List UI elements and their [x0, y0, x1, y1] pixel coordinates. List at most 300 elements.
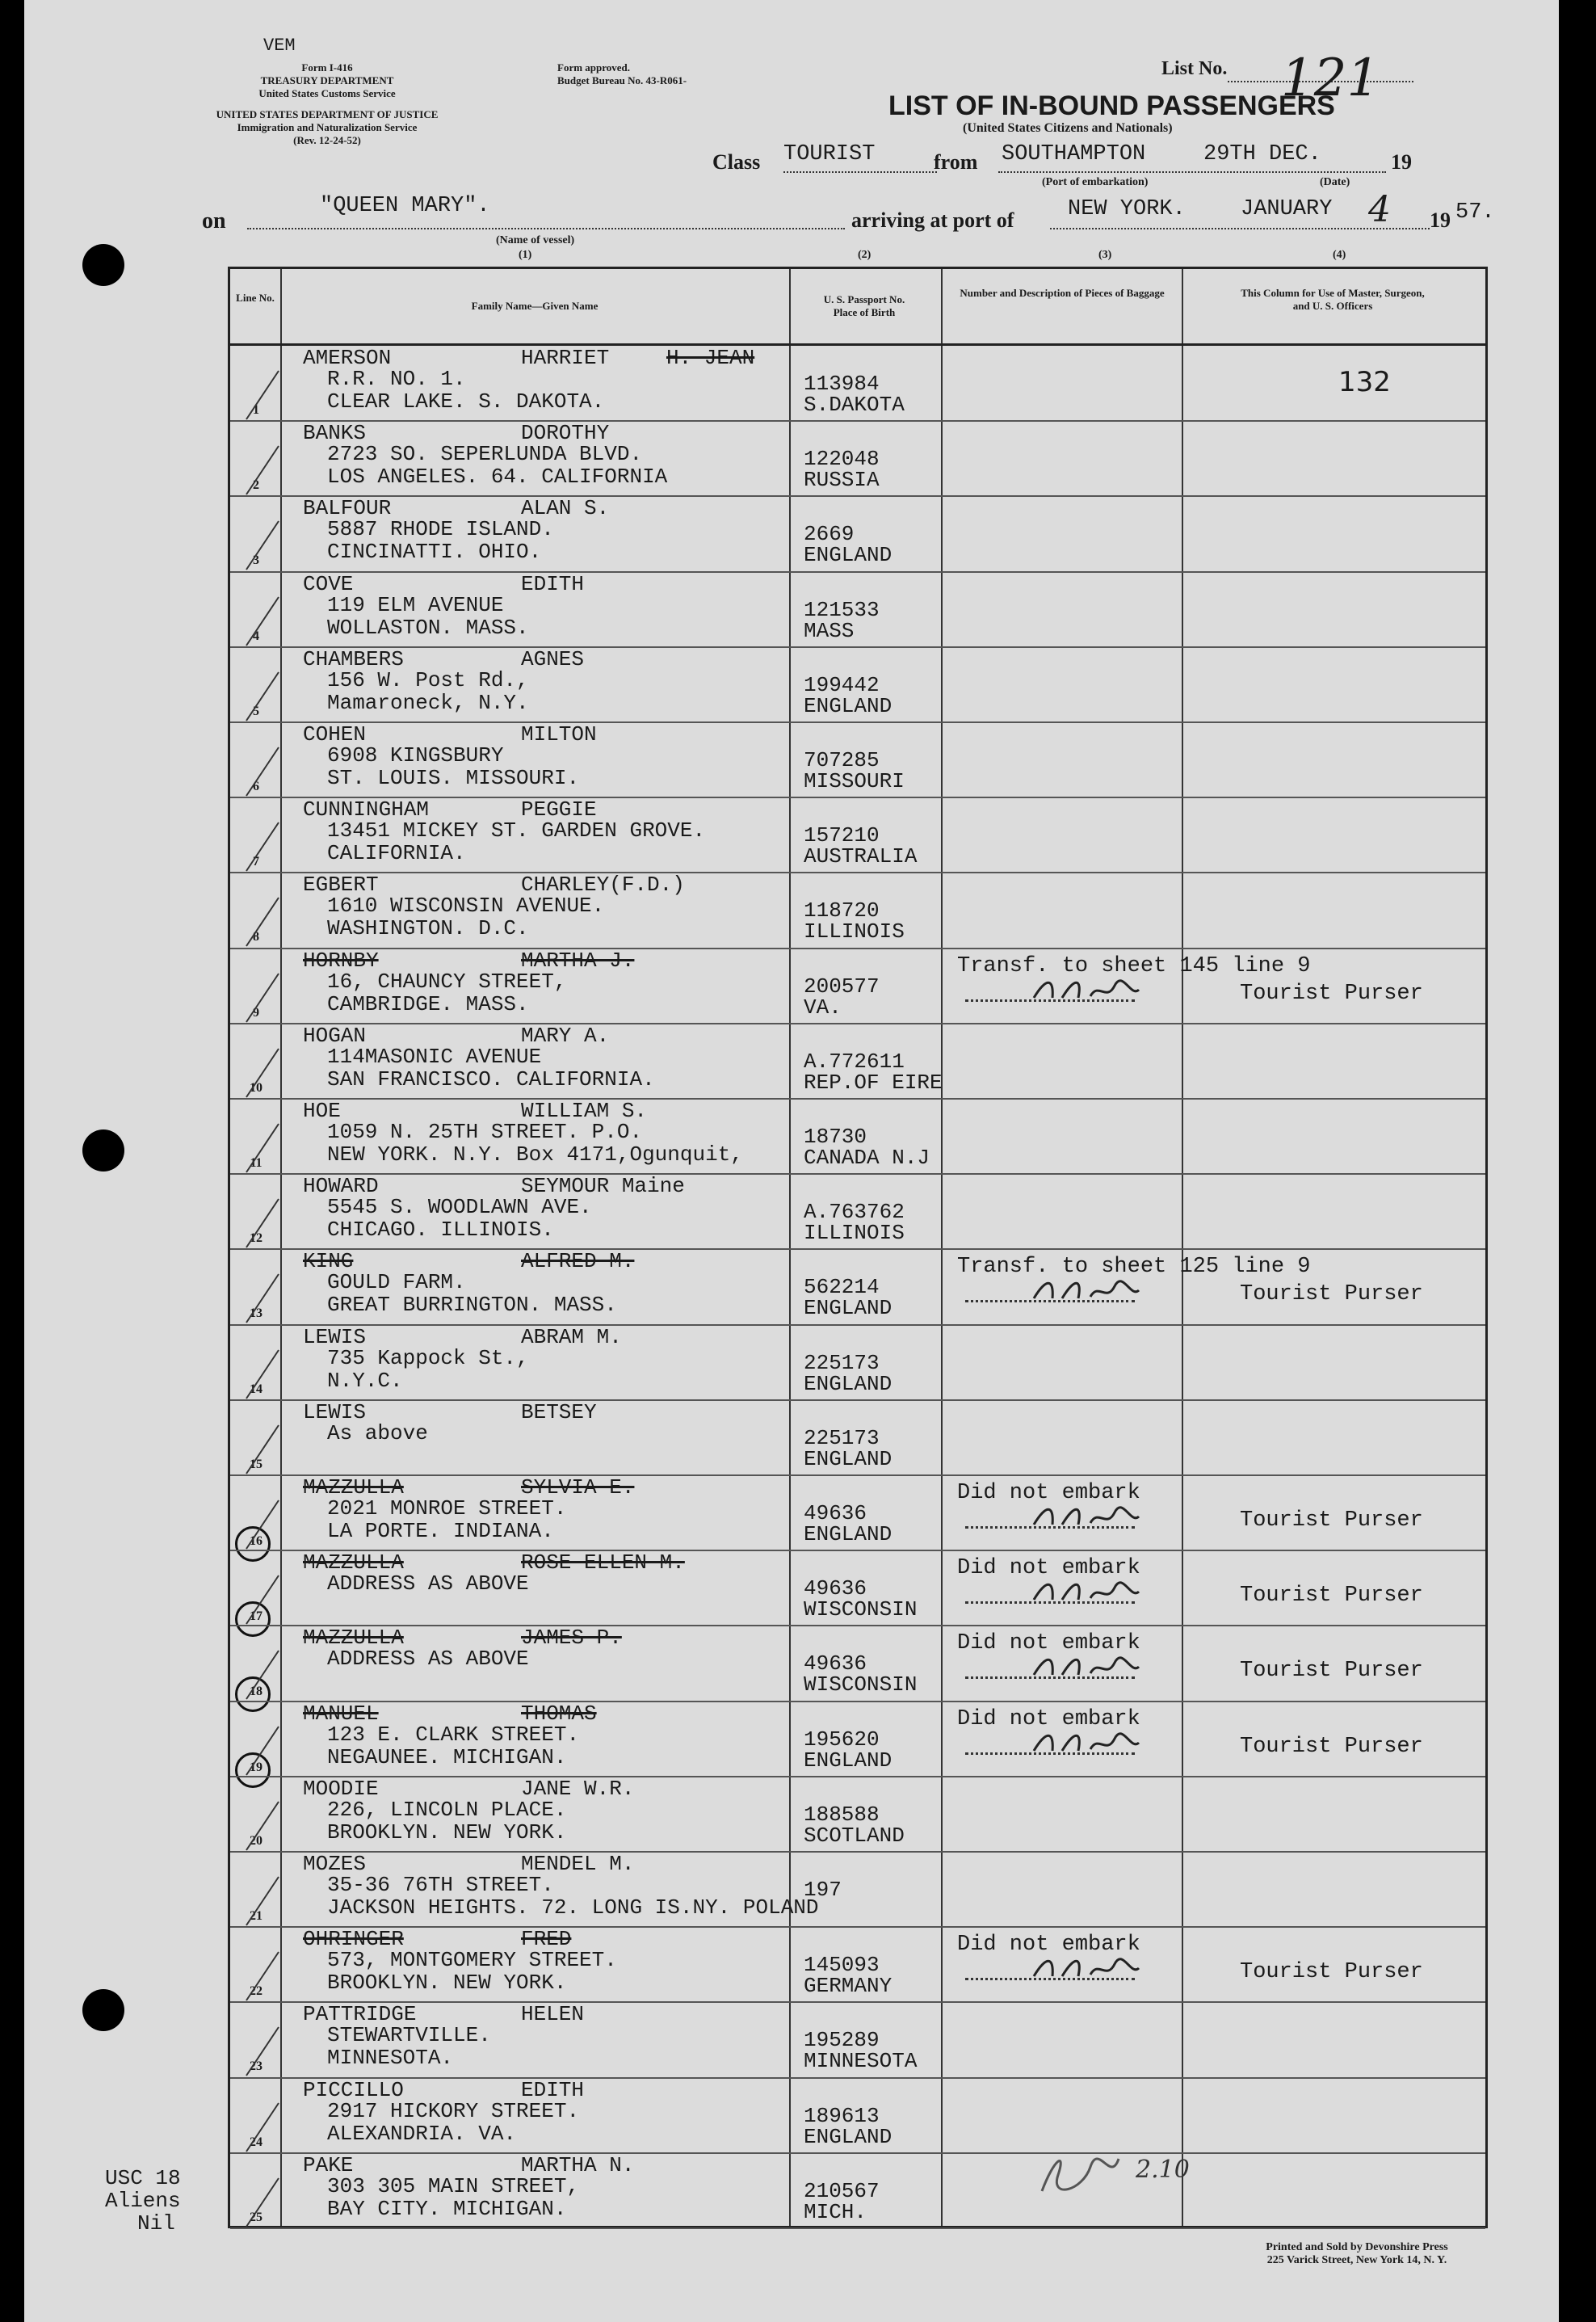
table-row [230, 422, 1485, 497]
arrival-month: JANUARY [1241, 197, 1333, 221]
year-prefix: 19 [1391, 150, 1412, 174]
address-line-1: 156 W. Post Rd., [327, 667, 529, 692]
printer-address: 225 Varick Street, New York 14, N. Y. [1266, 2254, 1447, 2266]
purser-title: Tourist Purser [1240, 1960, 1423, 1985]
col-officers: This Column for Use of Master, Surgeon, and U. S. Officers [1241, 287, 1425, 312]
passport-number: 49636 [804, 1576, 867, 1601]
family-name: COHEN [303, 722, 367, 747]
table-row [230, 1853, 1485, 1928]
check-mark-icon [238, 2019, 287, 2084]
justice-info [194, 108, 460, 147]
place-of-birth: ENGLAND [804, 1371, 892, 1396]
treasury-label: TREASURY DEPARTMENT [260, 74, 394, 86]
family-name: HORNBY [303, 948, 379, 973]
check-mark-icon [238, 1417, 287, 1482]
given-name: THOMAS [521, 1701, 597, 1726]
arrival-year-suffix: 57. [1455, 200, 1495, 225]
address-line-2: SAN FRANCISCO. CALIFORNIA. [327, 1066, 655, 1092]
table-row [230, 1702, 1485, 1777]
family-name: PICCILLO [303, 2077, 404, 2102]
line-number: 6 [253, 780, 259, 793]
family-name: LEWIS [303, 1324, 367, 1349]
class-label: Class [712, 150, 761, 174]
given-name: SEYMOUR Maine [521, 1174, 685, 1199]
check-mark-icon [238, 965, 287, 1030]
address-line-2: CHICAGO. ILLINOIS. [327, 1218, 554, 1243]
address-line-1: 2021 MONROE STREET. [327, 1496, 567, 1521]
line-number: 15 [250, 1457, 262, 1471]
line-number: 8 [253, 930, 259, 944]
address-line-1: ADDRESS AS ABOVE [327, 1647, 529, 1672]
printer-info [1203, 2241, 1510, 2267]
line-number: 21 [250, 1909, 262, 1923]
address-line-1: 1059 N. 25TH STREET. P.O. [327, 1120, 643, 1144]
line-number: 18 [250, 1685, 262, 1699]
given-name: ROSE-ELLEN M. [521, 1550, 685, 1575]
place-of-birth: ENGLAND [804, 1748, 892, 1773]
family-name: BALFOUR [303, 496, 392, 521]
given-name: HARRIET [521, 346, 610, 370]
passport-number: 188588 [804, 1802, 880, 1827]
address-line-2: MINNESOTA. [327, 2046, 454, 2071]
page-subtitle: (United States Citizens and Nationals) [963, 121, 1173, 135]
family-name: COVE [303, 571, 354, 596]
from-value: SOUTHAMPTON [1002, 142, 1146, 166]
passport-number: 18730 [804, 1125, 867, 1149]
arrival-year: 19 [1430, 208, 1451, 232]
address-line-2: BAY CITY. MICHIGAN. [327, 2196, 567, 2221]
passport-number: 199442 [804, 672, 880, 697]
check-mark-icon [238, 814, 287, 879]
given-name: JAMES P. [521, 1626, 622, 1651]
col-name: Family Name—Given Name [471, 300, 598, 312]
vessel-caption: (Name of vessel) [496, 234, 575, 246]
officer-note: 132 [1338, 366, 1391, 398]
budget-label: Budget Bureau No. 43-R061- [557, 74, 687, 86]
family-name: CUNNINGHAM [303, 797, 430, 822]
place-of-birth: ENGLAND [804, 2124, 892, 2149]
passport-number: 210567 [804, 2178, 880, 2203]
passport-number: 562214 [804, 1275, 880, 1300]
address-line-1: ADDRESS AS ABOVE [327, 1571, 529, 1596]
check-mark-icon [238, 1944, 287, 2009]
address-line-2: CALIFORNIA. [327, 841, 466, 866]
passport-number: 225173 [804, 1425, 880, 1450]
place-of-birth: GERMANY [804, 1974, 892, 1999]
ins-label: Immigration and Naturalization Service [237, 121, 418, 133]
address-line-1: 123 E. CLARK STREET. [327, 1722, 580, 1747]
check-mark-icon [238, 1794, 287, 1858]
passport-number: 189613 [804, 2103, 880, 2128]
table-row [230, 1401, 1485, 1476]
check-mark-icon [238, 890, 287, 954]
address-line-2: BROOKLYN. NEW YORK. [327, 1971, 567, 1996]
line-number: 24 [250, 2135, 262, 2149]
place-of-birth: WISCONSIN [804, 1597, 918, 1622]
transfer-note: Did not embark [957, 1706, 1140, 1731]
table-row [230, 1326, 1485, 1401]
passport-number: 197 [804, 1878, 842, 1902]
address-line-1: STEWARTVILLE. [327, 2023, 491, 2048]
given-name: FRED [521, 1927, 572, 1952]
check-mark-icon [238, 438, 287, 503]
transfer-note: Transf. to sheet 145 line 9 [957, 953, 1311, 978]
check-mark-icon [238, 1191, 287, 1256]
line-number: 23 [250, 2059, 262, 2074]
justice-label: UNITED STATES DEPARTMENT OF JUSTICE [216, 108, 439, 120]
address-line-2: BROOKLYN. NEW YORK. [327, 1819, 567, 1845]
line-number: 22 [250, 1984, 262, 1999]
table-row [230, 2003, 1485, 2078]
address-line-2: CAMBRIDGE. MASS. [327, 991, 529, 1016]
check-mark-icon [238, 1041, 287, 1105]
address-line-2: CLEAR LAKE. S. DAKOTA. [327, 389, 605, 414]
inspector-signature [1034, 2151, 1123, 2208]
purser-signature-icon [1030, 1651, 1143, 1683]
transfer-note: Did not embark [957, 1556, 1140, 1581]
table-row [230, 1551, 1485, 1626]
passport-number: 225173 [804, 1350, 880, 1375]
place-of-birth: MICH. [804, 2199, 867, 2224]
family-name: KING [303, 1249, 354, 1274]
family-name: OHRINGER [303, 1927, 404, 1952]
line-number: 17 [250, 1609, 262, 1624]
transfer-note: Did not embark [957, 1933, 1140, 1958]
address-line-1: 114MASONIC AVENUE [327, 1044, 542, 1069]
purser-signature-icon [1030, 1575, 1143, 1608]
table-row [230, 1024, 1485, 1100]
family-name: MANUEL [303, 1701, 379, 1726]
vessel-name: "QUEEN MARY". [320, 194, 490, 218]
list-no-value: 121 [1281, 48, 1380, 108]
page-title: LIST OF IN-BOUND PASSENGERS [888, 90, 1335, 121]
place-of-birth: ENGLAND [804, 1446, 892, 1471]
check-mark-icon [238, 1492, 287, 1557]
address-line-1: 2917 HICKORY STREET. [327, 2098, 580, 2123]
line-number: 5 [253, 704, 259, 718]
given-name: AGNES [521, 646, 585, 671]
purser-signature-icon [1030, 1952, 1143, 1984]
given-name: WILLIAM S. [521, 1099, 648, 1123]
line-number: 20 [250, 1833, 262, 1848]
line-number: 14 [250, 1382, 262, 1396]
address-line-2: WASHINGTON. D.C. [327, 916, 529, 941]
list-no-label: List No. [1161, 58, 1228, 79]
place-of-birth: ENGLAND [804, 543, 892, 568]
transfer-note: Did not embark [957, 1631, 1140, 1656]
check-mark-icon [238, 2095, 287, 2160]
given-name: PEGGIE [521, 797, 597, 822]
place-of-birth: WISCONSIN [804, 1672, 918, 1697]
place-of-birth: MASS [804, 618, 855, 643]
address-line-2: ST. LOUIS. MISSOURI. [327, 766, 580, 790]
family-name: CHAMBERS [303, 646, 404, 671]
given-name: MARY A. [521, 1023, 610, 1048]
address-line-1: 5887 RHODE ISLAND. [327, 517, 554, 542]
given-name: MARTHA J. [521, 948, 635, 973]
customs-label: United States Customs Service [258, 87, 396, 99]
address-line-1: 13451 MICKEY ST. GARDEN GROVE. [327, 818, 706, 843]
port-embark-caption: (Port of embarkation) [1042, 176, 1149, 188]
purser-signature-icon [1030, 1500, 1143, 1533]
address-line-1: 303 305 MAIN STREET, [327, 2173, 580, 2198]
punch-hole [82, 244, 124, 286]
address-line-1: 2723 SO. SEPERLUNDA BLVD. [327, 442, 643, 467]
given-name: SYLVIA E. [521, 1475, 635, 1500]
line-number: 9 [253, 1005, 259, 1020]
approved-label: Form approved. [557, 61, 631, 74]
table-row [230, 1928, 1485, 2003]
passport-number: 200577 [804, 974, 880, 999]
address-line-1: 119 ELM AVENUE [327, 592, 504, 617]
passport-number: 121533 [804, 597, 880, 622]
family-name: MAZZULLA [303, 1550, 404, 1575]
purser-signature-icon [1030, 1274, 1143, 1306]
family-name: PATTRIDGE [303, 2002, 417, 2027]
place-of-birth: ILLINOIS [804, 1221, 905, 1246]
nil-label: Nil [137, 2211, 175, 2236]
check-mark-icon [238, 1718, 287, 1783]
family-name: LEWIS [303, 1399, 367, 1424]
purser-signature-icon [1030, 974, 1143, 1006]
address-line-1: 6908 KINGSBURY [327, 743, 504, 768]
given-name: CHARLEY(F.D.) [521, 873, 685, 898]
punch-hole [82, 1129, 124, 1172]
line-number: 3 [253, 553, 259, 568]
footer-notes [105, 2167, 181, 2235]
form-number: Form I-416 [301, 61, 353, 74]
place-of-birth: MISSOURI [804, 769, 905, 793]
passport-number: 2669 [804, 522, 855, 547]
address-line-2: LOS ANGELES. 64. CALIFORNIA [327, 465, 668, 490]
line-number: 1 [253, 403, 259, 417]
passport-number: 49636 [804, 1501, 867, 1525]
family-name: MOZES [303, 1852, 367, 1876]
vem-mark: VEM [263, 36, 296, 56]
purser-title: Tourist Purser [1240, 981, 1423, 1006]
col-baggage: Number and Description of Pieces of Baggage [960, 287, 1165, 299]
family-name: HOGAN [303, 1023, 367, 1048]
given-name: ABRAM M. [521, 1324, 622, 1349]
family-name: EGBERT [303, 873, 379, 898]
given-name: EDITH [521, 2077, 585, 2102]
arrival-day: 4 [1368, 189, 1391, 230]
purser-signature-icon [1030, 1727, 1143, 1759]
place-of-birth: AUSTRALIA [804, 844, 918, 869]
check-mark-icon [238, 1116, 287, 1180]
given-name: DOROTHY [521, 421, 610, 446]
caption-1: (1) [519, 249, 532, 261]
family-name: AMERSON [303, 346, 392, 370]
given-name: ALFRED M. [521, 1249, 635, 1274]
departure-date: 29TH DEC. [1203, 142, 1321, 166]
given-name: MILTON [521, 722, 597, 747]
address-line-2: LA PORTE. INDIANA. [327, 1519, 554, 1543]
table-row [230, 2079, 1485, 2154]
check-mark-icon [238, 1643, 287, 1707]
table-row [230, 949, 1485, 1024]
passport-number: A.763762 [804, 1200, 905, 1225]
table-row [230, 648, 1485, 723]
col-line-no: Line No. [236, 292, 275, 304]
place-of-birth: CANADA N.J [804, 1146, 930, 1170]
address-line-1: 735 Kappock St., [327, 1345, 529, 1370]
col-passport: U. S. Passport No. Place of Birth [823, 293, 905, 318]
table-row [230, 1476, 1485, 1551]
family-name: HOWARD [303, 1174, 379, 1199]
given-name: ALAN S. [521, 496, 610, 521]
place-of-birth: VA. [804, 995, 842, 1020]
place-of-birth: ENGLAND [804, 1296, 892, 1321]
purser-title: Tourist Purser [1240, 1734, 1423, 1759]
form-info [226, 61, 428, 100]
line-number: 12 [250, 1231, 262, 1246]
family-name: HOE [303, 1099, 341, 1123]
passport-number: 145093 [804, 1953, 880, 1978]
address-line-2: NEW YORK. N.Y. Box 4171,Ogunquit, [327, 1142, 743, 1167]
passport-number: 49636 [804, 1651, 867, 1676]
table-row [230, 2154, 1485, 2229]
transfer-note: Did not embark [957, 1481, 1140, 1505]
rev-label: (Rev. 12-24-52) [293, 134, 361, 146]
table-row [230, 873, 1485, 949]
line-number: 2 [253, 478, 259, 493]
aliens-label: Aliens [105, 2189, 181, 2213]
address-line-2: WOLLASTON. MASS. [327, 615, 529, 640]
family-name: BANKS [303, 421, 367, 446]
from-label: from [934, 150, 978, 174]
place-of-birth: MINNESOTA [804, 2049, 918, 2074]
place-of-birth: ENGLAND [804, 1522, 892, 1546]
table-row [230, 347, 1485, 422]
given-name: EDITH [521, 571, 585, 596]
purser-title: Tourist Purser [1240, 1659, 1423, 1684]
table-row [230, 798, 1485, 873]
table-row [230, 1175, 1485, 1250]
address-line-2: CINCINATTI. OHIO. [327, 540, 542, 565]
check-mark-icon [238, 2170, 287, 2235]
passenger-table [228, 267, 1488, 2228]
line-number: 7 [253, 855, 259, 869]
table-row [230, 1777, 1485, 1853]
purser-title: Tourist Purser [1240, 1584, 1423, 1609]
arriving-label: arriving at port of [851, 208, 1014, 232]
line-number: 11 [250, 1156, 262, 1170]
address-line-2: GREAT BURRINGTON. MASS. [327, 1293, 617, 1318]
passport-number: A.772611 [804, 1049, 905, 1074]
address-line-1: 1610 WISCONSIN AVENUE. [327, 894, 605, 919]
family-name: MAZZULLA [303, 1475, 404, 1500]
table-row [230, 573, 1485, 648]
printer-name: Printed and Sold by Devonshire Press [1266, 2241, 1448, 2253]
approval-info [557, 61, 687, 87]
caption-2: (2) [858, 249, 872, 261]
arrival-port: NEW YORK. [1068, 197, 1186, 221]
line-number: 25 [250, 2210, 262, 2224]
place-of-birth: ENGLAND [804, 693, 892, 718]
address-line-1: 35-36 76TH STREET. [327, 1873, 554, 1897]
table-row [230, 1100, 1485, 1175]
passport-number: 113984 [804, 372, 880, 396]
check-mark-icon [238, 664, 287, 729]
address-line-2: N.Y.C. [327, 1368, 403, 1393]
transfer-note: Transf. to sheet 125 line 9 [957, 1255, 1311, 1280]
address-line-1: 5545 S. WOODLAWN AVE. [327, 1195, 592, 1220]
table-row [230, 497, 1485, 572]
place-of-birth: SCOTLAND [804, 1823, 905, 1848]
caption-4: (4) [1333, 249, 1346, 261]
check-mark-icon [238, 363, 287, 427]
family-name: MOODIE [303, 1776, 379, 1801]
purser-title: Tourist Purser [1240, 1282, 1423, 1307]
passport-number: 195289 [804, 2028, 880, 2053]
date-caption: (Date) [1320, 176, 1350, 188]
address-line-1: 573, MONTGOMERY STREET. [327, 1948, 617, 1973]
place-of-birth: S.DAKOTA [804, 393, 905, 417]
family-name: PAKE [303, 2152, 354, 2177]
address-line-1: 16, CHAUNCY STREET, [327, 969, 567, 994]
given-name: MARTHA N. [521, 2152, 635, 2177]
address-line-1: As above [327, 1420, 428, 1445]
table-row [230, 723, 1485, 798]
line-number: 16 [250, 1534, 262, 1548]
given-name: HELEN [521, 2002, 585, 2027]
check-mark-icon [238, 1869, 287, 1933]
line-number: 10 [250, 1080, 262, 1095]
address-line-1: GOULD FARM. [327, 1270, 466, 1295]
place-of-birth: REP.OF EIRE [804, 1070, 943, 1095]
given-name: MENDEL M. [521, 1852, 635, 1876]
line-number: 4 [253, 629, 259, 643]
passport-number: 122048 [804, 447, 880, 472]
table-row [230, 1250, 1485, 1325]
place-of-birth: ILLINOIS [804, 919, 905, 944]
on-label: on [202, 208, 226, 233]
handwritten-number: 2.10 [1136, 2156, 1190, 2184]
punch-hole [82, 1989, 124, 2031]
check-mark-icon [238, 1567, 287, 1632]
address-line-2: ALEXANDRIA. VA. [327, 2121, 517, 2146]
given-name: JANE W.R. [521, 1776, 635, 1801]
check-mark-icon [238, 589, 287, 654]
address-line-1: R.R. NO. 1. [327, 367, 466, 391]
address-line-2: JACKSON HEIGHTS. 72. LONG IS.NY. POLAND [327, 1895, 819, 1920]
place-of-birth: RUSSIA [804, 468, 880, 493]
check-mark-icon [238, 1342, 287, 1407]
address-line-2: NEGAUNEE. MICHIGAN. [327, 1744, 567, 1769]
line-number: 13 [250, 1306, 262, 1321]
check-mark-icon [238, 513, 287, 578]
passport-number: 707285 [804, 748, 880, 772]
check-mark-icon [238, 1266, 287, 1331]
purser-title: Tourist Purser [1240, 1508, 1423, 1533]
usc-label: USC 18 [105, 2166, 181, 2190]
line-number: 19 [250, 1760, 262, 1774]
manifest-page [24, 0, 1559, 2322]
passport-number: 157210 [804, 823, 880, 848]
table-row [230, 1626, 1485, 1702]
passport-number: 118720 [804, 898, 880, 923]
address-line-1: 226, LINCOLN PLACE. [327, 1797, 567, 1822]
struck-given-name: H. JEAN [666, 346, 755, 370]
family-name: MAZZULLA [303, 1626, 404, 1651]
given-name: BETSEY [521, 1399, 597, 1424]
check-mark-icon [238, 739, 287, 804]
address-line-2: Mamaroneck, N.Y. [327, 690, 529, 715]
caption-3: (3) [1098, 249, 1112, 261]
class-value: TOURIST [783, 142, 876, 166]
passport-number: 195620 [804, 1727, 880, 1752]
